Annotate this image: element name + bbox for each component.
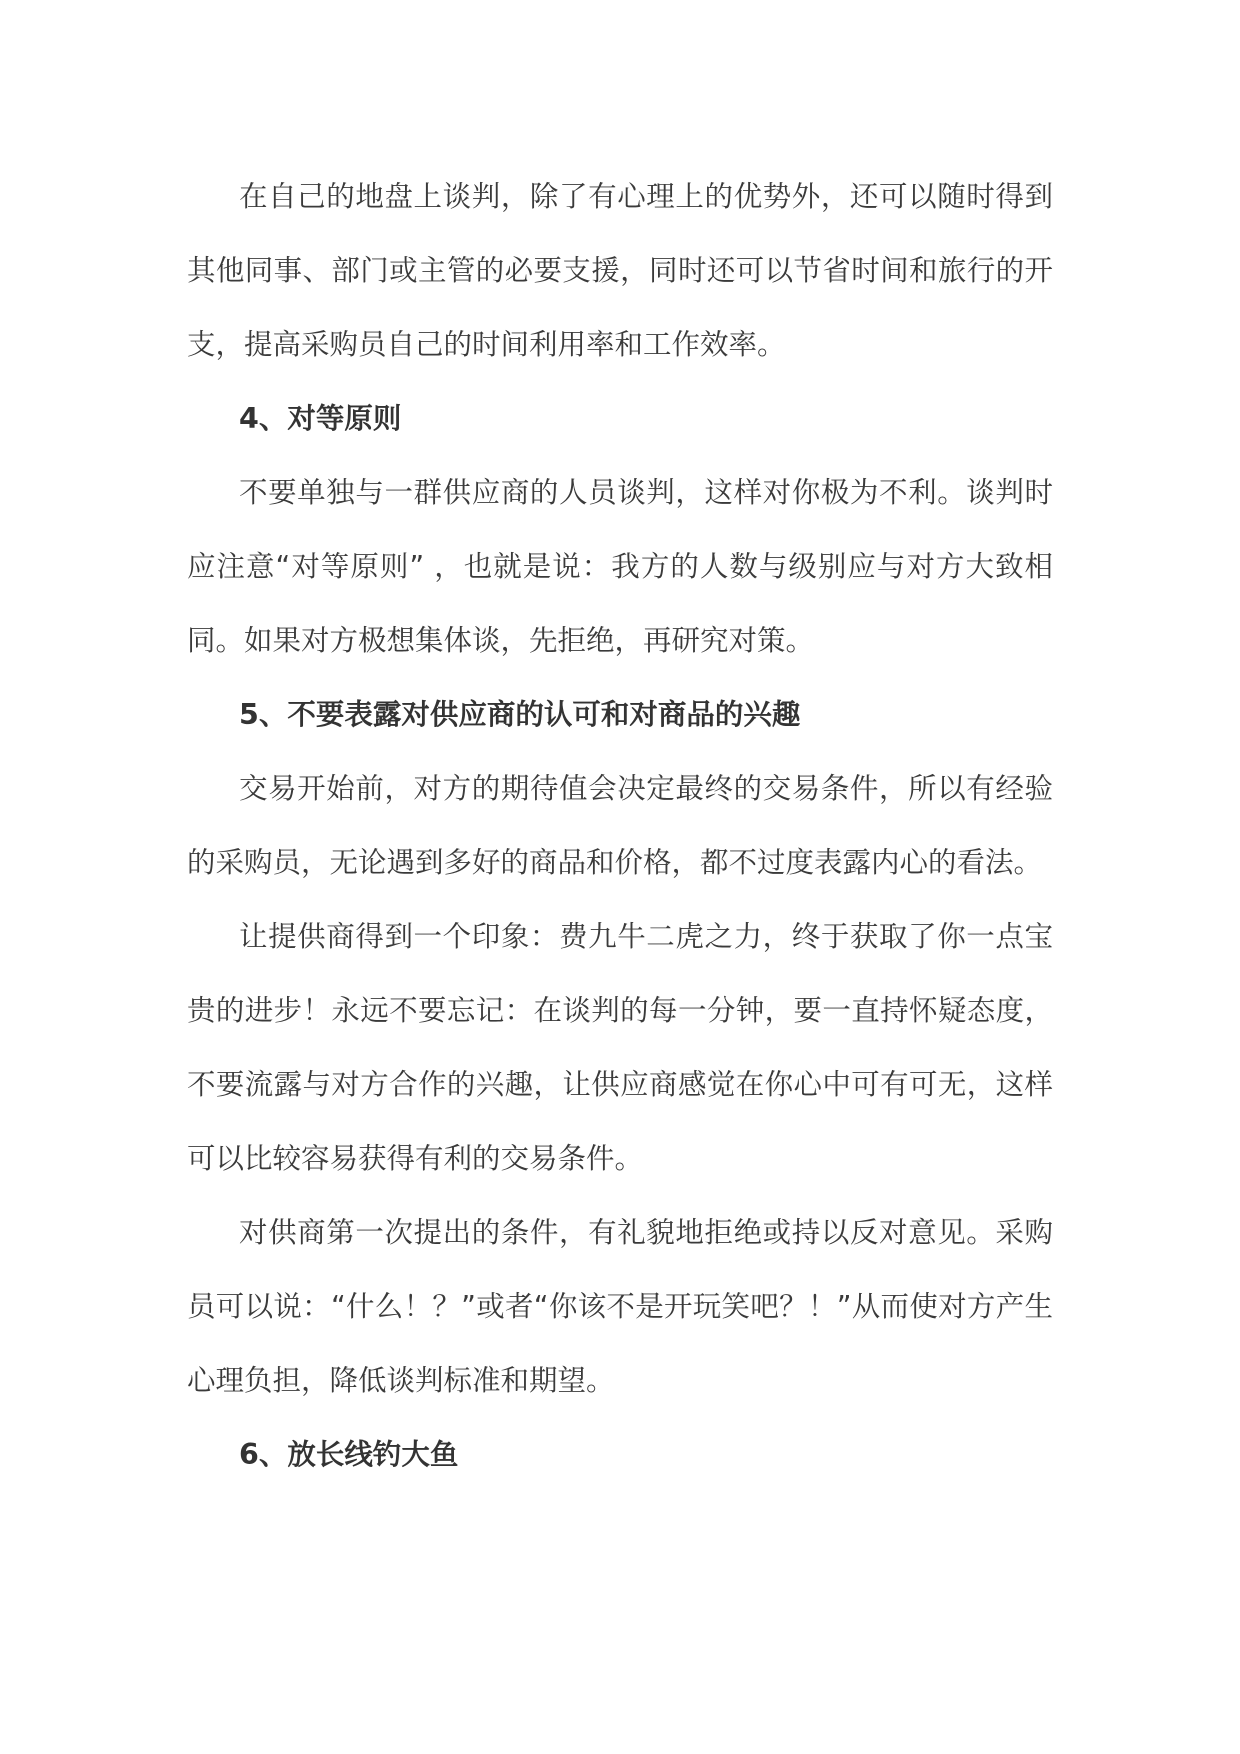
document-body	[187, 160, 1053, 1492]
paragraph-first-offer: 对供商第一次提出的条件，有礼貌地拒绝或持以反对意见。采购员可以说：“什么！？”或者“你该不是开玩笑吧？！”从而使对方产生心理负担，降低谈判标准和期望。	[187, 1216, 1053, 1397]
paragraph-home-advantage: 在自己的地盘上谈判，除了有心理上的优势外，还可以随时得到其他同事、部门或主管的必要支援，同时还可以节省时间和旅行的开支，提高采购员自己的时间利用率和工作效率。	[187, 180, 1053, 361]
section-heading-4: 4、对等原则	[239, 402, 402, 435]
paragraph-impression: 让提供商得到一个印象：费九牛二虎之力，终于获取了你一点宝贵的进步！永远不要忘记：在谈判的每一分钟，要一直持怀疑态度，不要流露与对方合作的兴趣，让供应商感觉在你心中可有可无，这样可以比较容易获得有利的交易条件。	[187, 920, 1053, 1175]
section-heading-5: 5、不要表露对供应商的认可和对商品的兴趣	[239, 698, 801, 731]
section-heading-6: 6、放长线钓大鱼	[239, 1438, 459, 1471]
paragraph-equal-principle: 不要单独与一群供应商的人员谈判，这样对你极为不利。谈判时应注意“对等原则” ，也就是说：我方的人数与级别应与对方大致相同。如果对方极想集体谈，先拒绝，再研究对策。	[187, 476, 1053, 657]
paragraph-expectations: 交易开始前，对方的期待值会决定最终的交易条件，所以有经验的采购员，无论遇到多好的商品和价格，都不过度表露内心的看法。	[187, 772, 1053, 879]
